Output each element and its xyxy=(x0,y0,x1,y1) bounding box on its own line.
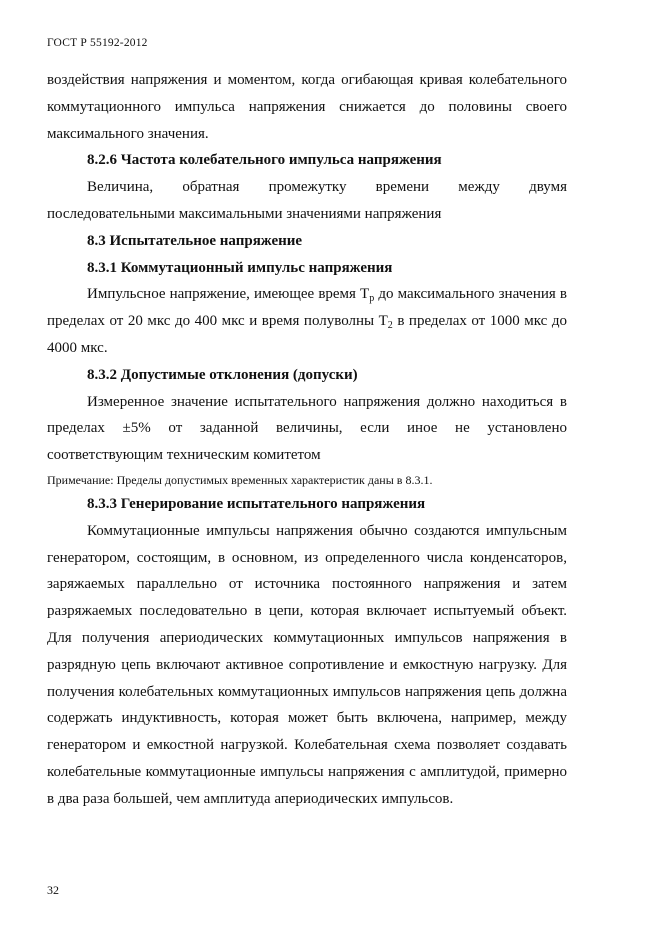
impulse-text-part2: до максимального значения в пределах от 20 мкс до 400 мкс и время полуволны T xyxy=(47,286,567,330)
heading-8-2-6: 8.2.6 Частота колебательного импульса напряжения xyxy=(87,152,442,169)
heading-8-3-2: 8.3.2 Допустимые отклонения (допуски) xyxy=(87,366,358,383)
paragraph-voltage-generation: Коммутационные импульсы напряжения обычно создаются импульсным генератором, состоящим, в основном, из определенного числа конденсаторов, заряжаемых параллельно от источника постоянного напряжения и затем разряжаемых последовательно в цепи, которая включает испытуемый объект. Для получения апериодических коммутационных импульсов напряжения в разрядную цепь включают активное сопротивление и емкостную нагрузку. Для получения колебательных коммутационных импульсов напряжения цепь должна содержать индуктивность, которая может быть включена, например, между генератором и емкостной нагрузкой. Колебательная схема позволяет создавать колебательные коммутационные импульсы напряжения с амплитудой, примерно в два раза большей, чем амплитуда апериодических импульсов. xyxy=(47,522,567,807)
paragraph-switching-impulse xyxy=(47,281,567,361)
page-number: 32 xyxy=(47,883,59,897)
page-content xyxy=(47,67,567,813)
impulse-text-part3: в пределах от 1000 мкс до 4000 мкс. xyxy=(47,313,567,356)
heading-8-3: 8.3 Испытательное напряжение xyxy=(87,232,303,249)
heading-8-3-3: 8.3.3 Генерирование испытательного напряжения xyxy=(87,495,426,512)
heading-8-3-1: 8.3.1 Коммутационный импульс напряжения xyxy=(87,259,393,276)
paragraph-tolerances: Измеренное значение испытательного напряжения должно находиться в пределах ±5% от заданной величины, если иное не установлено соответствующим техническим комитетом xyxy=(47,393,567,464)
document-header: ГОСТ Р 55192-2012 xyxy=(47,37,148,49)
paragraph-continuation: воздействия напряжения и моментом, когда огибающая кривая колебательного коммутационного импульса напряжения снижается до половины своего максимального значения. xyxy=(47,72,567,142)
subscript-2: 2 xyxy=(387,320,393,332)
subscript-p: p xyxy=(369,293,375,305)
note-text: Примечание: Пределы допустимых временных характеристик даны в 8.3.1. xyxy=(47,472,433,487)
paragraph-frequency-definition: Величина, обратная промежутку времени между двумя последовательными максимальными значениями напряжения xyxy=(47,179,567,222)
impulse-text-part1: Импульсное напряжение, имеющее время T xyxy=(87,286,370,303)
